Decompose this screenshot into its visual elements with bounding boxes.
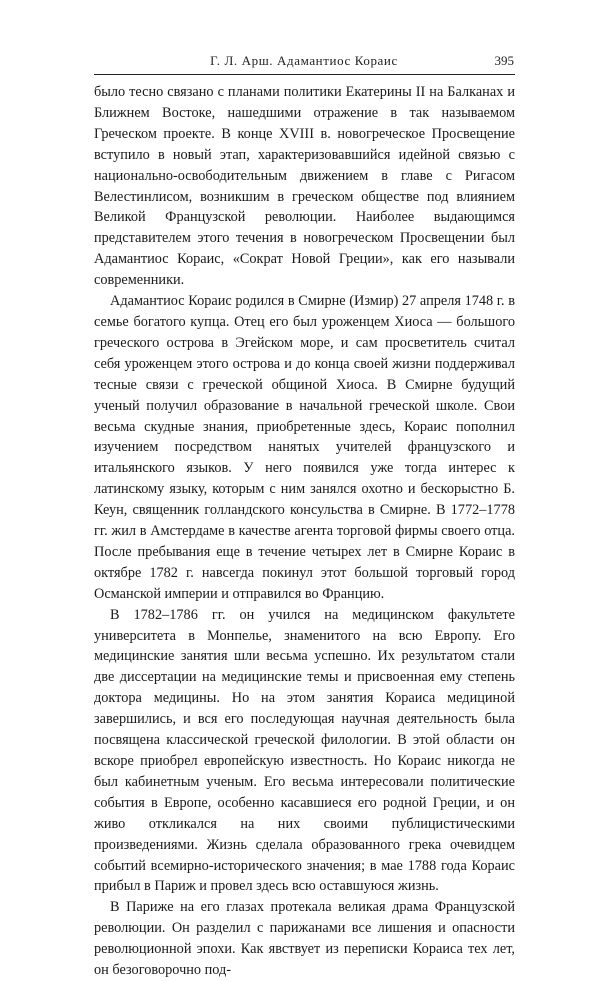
running-title: Г. Л. Арш. Адамантиос Кораис [210,53,398,68]
page-number: 395 [494,53,514,68]
paragraph: В 1782–1786 гг. он учился на медицинском факультете университета в Монпелье, знаменитого на всю Европу. Его медицинские занятия шли весьма успешно. Их результатом стали две диссертации на медицинские темы и присвоенная ему степень доктора медицины. Но на этом занятия Кораиса медициной завершились, и вся его последующая научная деятельность была посвящена классической греческой филологии. В этой области он вскоре приобрел европейскую известность. Но Кораис никогда не был кабинетным ученым. Его весьма интересовали политические события в Европе, особенно касавшиеся его родной Греции, и он живо откликался на них своими публицистическими произведениями. Жизнь сделала образованного грека очевидцем событий всемирно-исторического значения; в мае 1788 года Кораис прибыл в Париж и провел здесь всю оставшуюся жизнь. [94,606,515,895]
running-header [94,49,514,73]
paragraph: В Париже на его глазах протекала великая драма Французской революции. Он разделил с парижанами все лишения и опасности революционной эпохи. Как явствует из переписки Кораиса тех лет, он безоговорочно под- [94,899,515,979]
header-rule [94,74,515,75]
paragraph: Адамантиос Кораис родился в Смирне (Измир) 27 апреля 1748 г. в семье богатого купца. Отец его был уроженцем Хиоса — большого греческого острова в Эгейском море, и сам просветитель считал себя уроженцем этого острова и до конца своей жизни поддерживал тесные связи с греческой общиной Хиоса. В Смирне будущий ученый получил образование в начальной греческой школе. Свои весьма скудные знания, приобретенные здесь, Кораис пополнил изучением посредством нанятых учителей французского и итальянского языков. У него появился уже тогда интерес к латинскому языку, которым с ним занялся охотно и бескорыстно Б. Кеун, священник голландского консульства в Смирне. В 1772–1778 гг. жил в Амстердаме в качестве агента торговой фирмы своего отца. После пребывания еще в течение четырех лет в Смирне Кораис в октябре 1782 г. навсегда покинул этот большой торговый город Османской империи и отправился во Францию. [94,293,515,602]
body-text [94,82,515,981]
paragraph: было тесно связано с планами политики Екатерины II на Балканах и Ближнем Востоке, нашедшими отражение в так называемом Греческом проекте. В конце XVIII в. новогреческое Просвещение вступило в новый этап, характеризовавшийся идейной связью с национально-освободительным движением в главе с Ригасом Велестинлисом, возникшим в греческом обществе под влиянием Великой Французской революции. Наиболее выдающимся представителем этого течения в новогреческом Просвещении был Адамантиос Кораис, «Сократ Новой Греции», как его называли современники. [94,84,515,289]
